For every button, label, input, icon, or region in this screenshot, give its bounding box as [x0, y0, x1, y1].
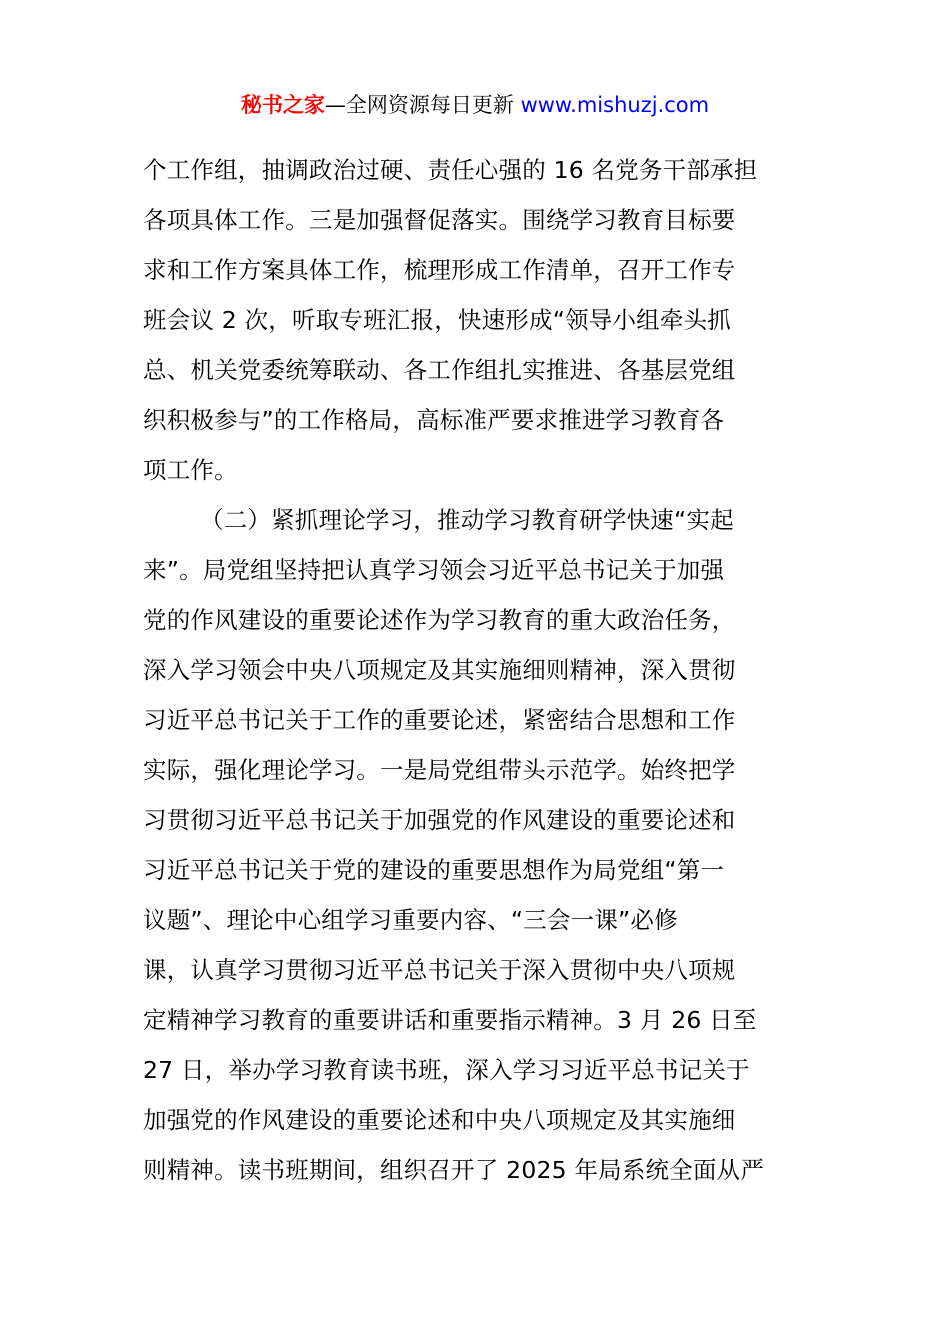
text-line: 党的作风建设的重要论述作为学习教育的重大政治任务，: [143, 606, 736, 634]
text-line: 实际，强化理论学习。一是局党组带头示范学。始终把学: [143, 756, 736, 784]
text-line: 加强党的作风建设的重要论述和中央八项规定及其实施细: [143, 1106, 736, 1134]
text-line: 则精神。读书班期间，组织召开了 2025 年局系统全面从严: [143, 1156, 765, 1184]
header-tagline: —全网资源每日更新: [324, 93, 521, 117]
section-heading-line: （二）紧抓理论学习，推动学习教育研学快速“实起: [200, 506, 734, 534]
text-line: 求和工作方案具体工作，梳理形成工作清单，召开工作专: [143, 256, 736, 284]
body-text: [143, 145, 823, 1195]
text-line: 习近平总书记关于工作的重要论述，紧密结合思想和工作: [143, 706, 736, 734]
text-line: 27 日，举办学习教育读书班，深入学习习近平总书记关于: [143, 1056, 750, 1084]
text-line: 个工作组，抽调政治过硬、责任心强的 16 名党务干部承担: [143, 156, 758, 184]
page-header: [0, 88, 950, 122]
brand-name: 秘书之家: [240, 93, 325, 117]
text-line: 织积极参与”的工作格局，高标准严要求推进学习教育各: [143, 406, 725, 434]
text-line: 定精神学习教育的重要讲话和重要指示精神。3 月 26 日至: [143, 1006, 757, 1034]
text-line: 深入学习领会中央八项规定及其实施细则精神，深入贯彻: [143, 656, 736, 684]
text-line: 各项具体工作。三是加强督促落实。围绕学习教育目标要: [143, 206, 736, 234]
text-line: 来”。局党组坚持把认真学习领会习近平总书记关于加强: [143, 556, 725, 584]
text-line: 议题”、理论中心组学习重要内容、“三会一课”必修: [143, 906, 678, 934]
text-line: 班会议 2 次，听取专班汇报，快速形成“领导小组牵头抓: [143, 306, 731, 334]
text-line: 习近平总书记关于党的建设的重要思想作为局党组“第一: [143, 856, 725, 884]
text-line: 项工作。: [143, 456, 238, 484]
text-line: 总、机关党委统筹联动、各工作组扎实推进、各基层党组: [143, 356, 736, 384]
text-line: 课，认真学习贯彻习近平总书记关于深入贯彻中央八项规: [143, 956, 736, 984]
text-line: 习贯彻习近平总书记关于加强党的作风建设的重要论述和: [143, 806, 736, 834]
site-url[interactable]: www.mishuzj.com: [520, 93, 710, 117]
